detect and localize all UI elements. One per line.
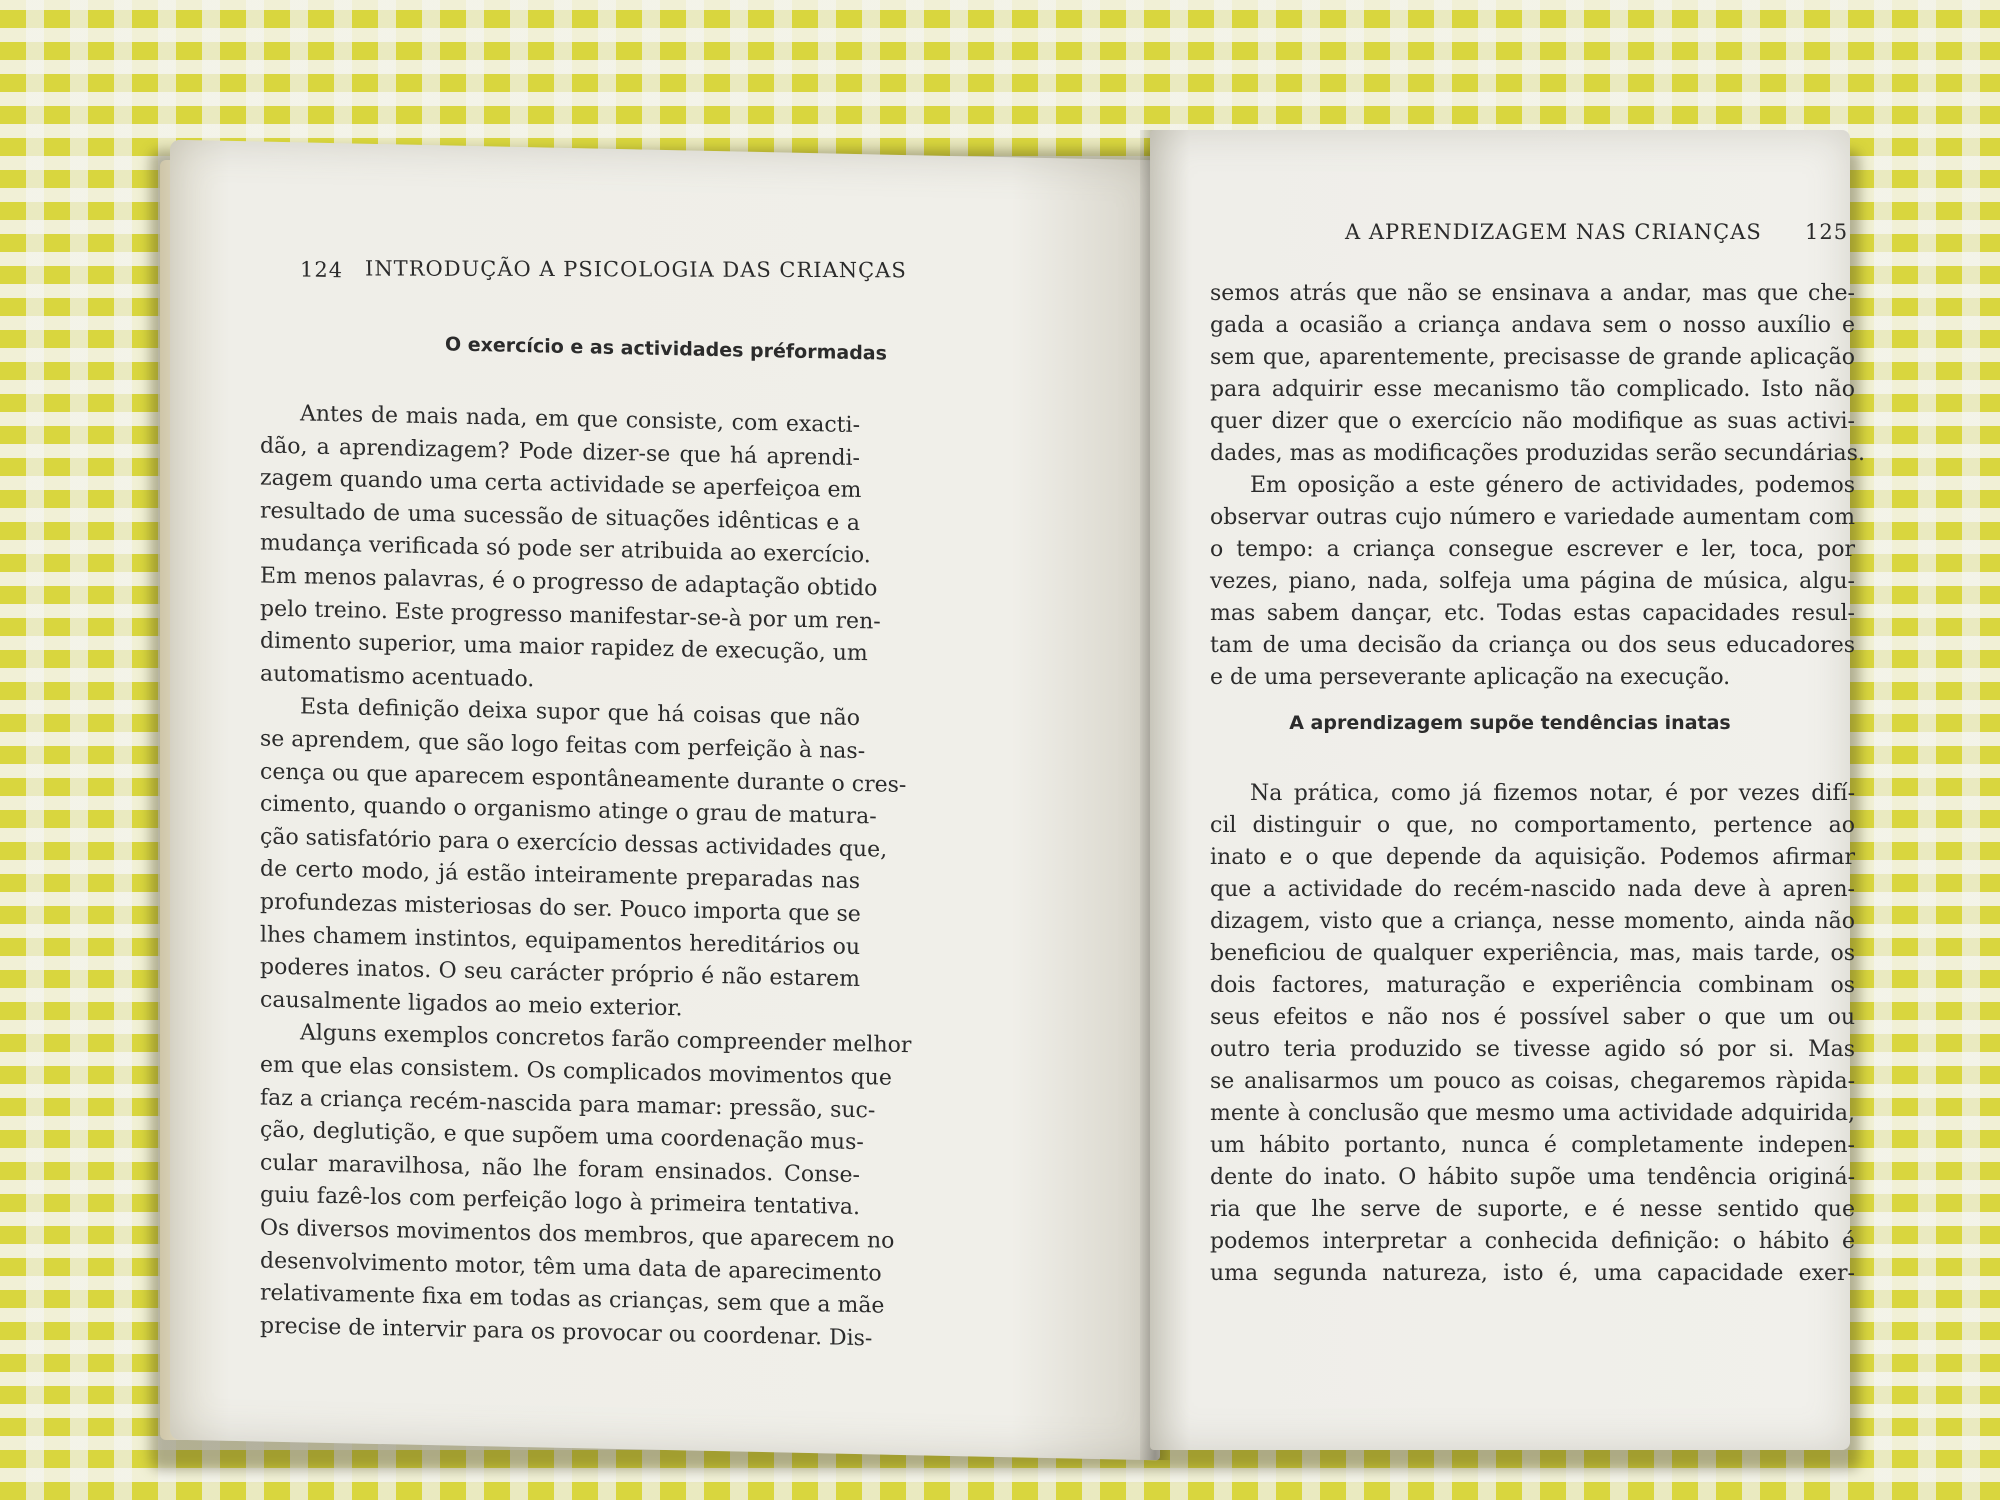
- text-line: pelo treino. Este progresso manifestar-se-à por um ren-: [260, 596, 881, 635]
- text-line: de certo modo, já estão inteiramente preparadas nas: [260, 856, 860, 895]
- text-line: podemos interpretar a conhecida definição: o hábito é: [1210, 1229, 1855, 1254]
- text-line: faz a criança recém-nascida para mamar: pressão, suc-: [260, 1085, 876, 1123]
- text-line: sem que, aparentemente, precisasse de grande aplicação: [1210, 345, 1855, 370]
- text-line: automatismo acentuado.: [260, 661, 535, 693]
- text-line: tam de uma decisão da criança ou dos seus educadores: [1210, 633, 1855, 658]
- text-line: mudança verificada só pode ser atribuida ao exercício.: [260, 530, 871, 569]
- text-line: e de uma perseverante aplicação na execução.: [1210, 665, 1731, 690]
- left-page-number: 124: [300, 257, 344, 283]
- text-line: desenvolvimento motor, têm uma data de aparecimento: [260, 1248, 882, 1287]
- text-line: dão, a aprendizagem? Pode dizer-se que há aprendi-: [260, 433, 860, 471]
- text-line: inato e o que depende da aquisição. Podemos afirmar: [1210, 845, 1855, 870]
- text-line: dimento superior, uma maior rapidez de execução, um: [260, 628, 868, 667]
- text-line: lhes chamem instintos, equipamentos hereditários ou: [260, 922, 860, 960]
- text-line: gada a ocasião a criança andava sem o nosso auxílio e: [1210, 313, 1855, 338]
- text-line: cil distinguir o que, no comportamento, pertence ao: [1210, 813, 1855, 838]
- text-line: quer dizer que o exercício não modifique as suas activi-: [1210, 409, 1855, 434]
- text-line: em que elas consistem. Os complicados movimentos que: [260, 1052, 892, 1091]
- text-line: mas sabem dançar, etc. Todas estas capacidades resul-: [1210, 601, 1855, 626]
- text-line: cimento, quando o organismo atinge o grau de matura-: [260, 791, 877, 830]
- text-line: dente do inato. O hábito supõe uma tendência originá-: [1210, 1165, 1855, 1190]
- text-line: seus efeitos e não nos é possível saber o que um ou: [1210, 1005, 1855, 1030]
- text-line: zagem quando uma certa actividade se aperfeiçoa em: [260, 465, 862, 504]
- text-line: dois factores, maturação e experiência combinam os: [1210, 973, 1855, 998]
- text-line: Em menos palavras, é o progresso de adaptação obtido: [260, 563, 878, 602]
- text-line: relativamente fixa em todas as crianças, sem que a mãe: [260, 1280, 885, 1319]
- text-line: o tempo: a criança consegue escrever e ler, toca, por: [1210, 537, 1855, 562]
- text-line: dizagem, visto que a criança, nesse momento, ainda não: [1210, 909, 1855, 934]
- text-line: mente à conclusão que mesmo uma actividade adquirida,: [1210, 1101, 1855, 1126]
- text-line: outro teria produzido se tivesse agido só por si. Mas: [1210, 1037, 1855, 1062]
- text-line: se aprendem, que são logo feitas com perfeição à nas-: [260, 726, 866, 765]
- text-line: para adquirir esse mecanismo tão complicado. Isto não: [1210, 377, 1855, 402]
- text-line: observar outras cujo número e variedade aumentam com: [1210, 505, 1855, 530]
- text-line: semos atrás que não se ensinava a andar, mas que che-: [1210, 281, 1855, 306]
- text-line: poderes inatos. O seu carácter próprio é não estarem: [260, 954, 860, 993]
- text-line: guiu fazê-los com perfeição logo à primeira tentativa.: [260, 1182, 860, 1221]
- text-line: precise de intervir para os provocar ou coordenar. Dis-: [260, 1313, 873, 1352]
- text-line: uma segunda natureza, isto é, uma capacidade exer-: [1210, 1261, 1855, 1286]
- text-line: Esta definição deixa supor que há coisas que não: [300, 694, 860, 732]
- left-page: [170, 140, 1160, 1461]
- left-running-head: INTRODUÇÃO A PSICOLOGIA DAS CRIANÇAS: [364, 256, 907, 283]
- text-line: Os diversos movimentos dos membros, que aparecem no: [260, 1215, 895, 1254]
- text-line: profundezas misteriosas do ser. Pouco importa que se: [260, 889, 861, 928]
- text-line: se analisarmos um pouco as coisas, chegaremos ràpida-: [1210, 1069, 1855, 1094]
- text-line: cular maravilhosa, não lhe foram ensinados. Conse-: [260, 1150, 860, 1188]
- right-running-head: A APRENDIZAGEM NAS CRIANÇAS: [1345, 220, 1762, 244]
- text-line: ção, deglutição, e que supõem uma coordenação mus-: [260, 1117, 864, 1156]
- text-line: que a actividade do recém-nascido nada deve à apren-: [1210, 877, 1855, 902]
- text-line: cença ou que aparecem espontâneamente durante o cres-: [260, 759, 907, 798]
- text-line: um hábito portanto, nunca é completamente indepen-: [1210, 1133, 1855, 1158]
- right-page-number: 125: [1805, 220, 1849, 244]
- right-page: [1150, 130, 1865, 1450]
- right-section-heading: A aprendizagem supõe tendências inatas: [1289, 712, 1731, 734]
- text-line: Antes de mais nada, em que consiste, com exacti-: [300, 401, 860, 439]
- text-line: Em oposição a este género de actividades, podemos: [1250, 473, 1855, 498]
- text-line: ção satisfatório para o exercício dessas actividades que,: [260, 824, 888, 863]
- text-line: beneficiou de qualquer experiência, mas, mais tarde, os: [1210, 941, 1855, 966]
- text-line: causalmente ligados ao meio exterior.: [260, 987, 683, 1022]
- text-line: resultado de uma sucessão de situações idênticas e a: [260, 498, 860, 536]
- text-line: dades, mas as modificações produzidas serão secundárias.: [1210, 441, 1865, 466]
- text-line: Alguns exemplos concretos farão compreender melhor: [300, 1020, 912, 1059]
- text-line: ria que lhe serve de suporte, e é nesse sentido que: [1210, 1197, 1855, 1222]
- text-line: vezes, piano, nada, solfeja uma página de música, algu-: [1210, 569, 1855, 594]
- text-line: Na prática, como já fizemos notar, é por vezes difí-: [1250, 781, 1855, 806]
- open-book: [150, 110, 1865, 1470]
- left-section-heading: O exercício e as actividades préformadas: [445, 333, 887, 365]
